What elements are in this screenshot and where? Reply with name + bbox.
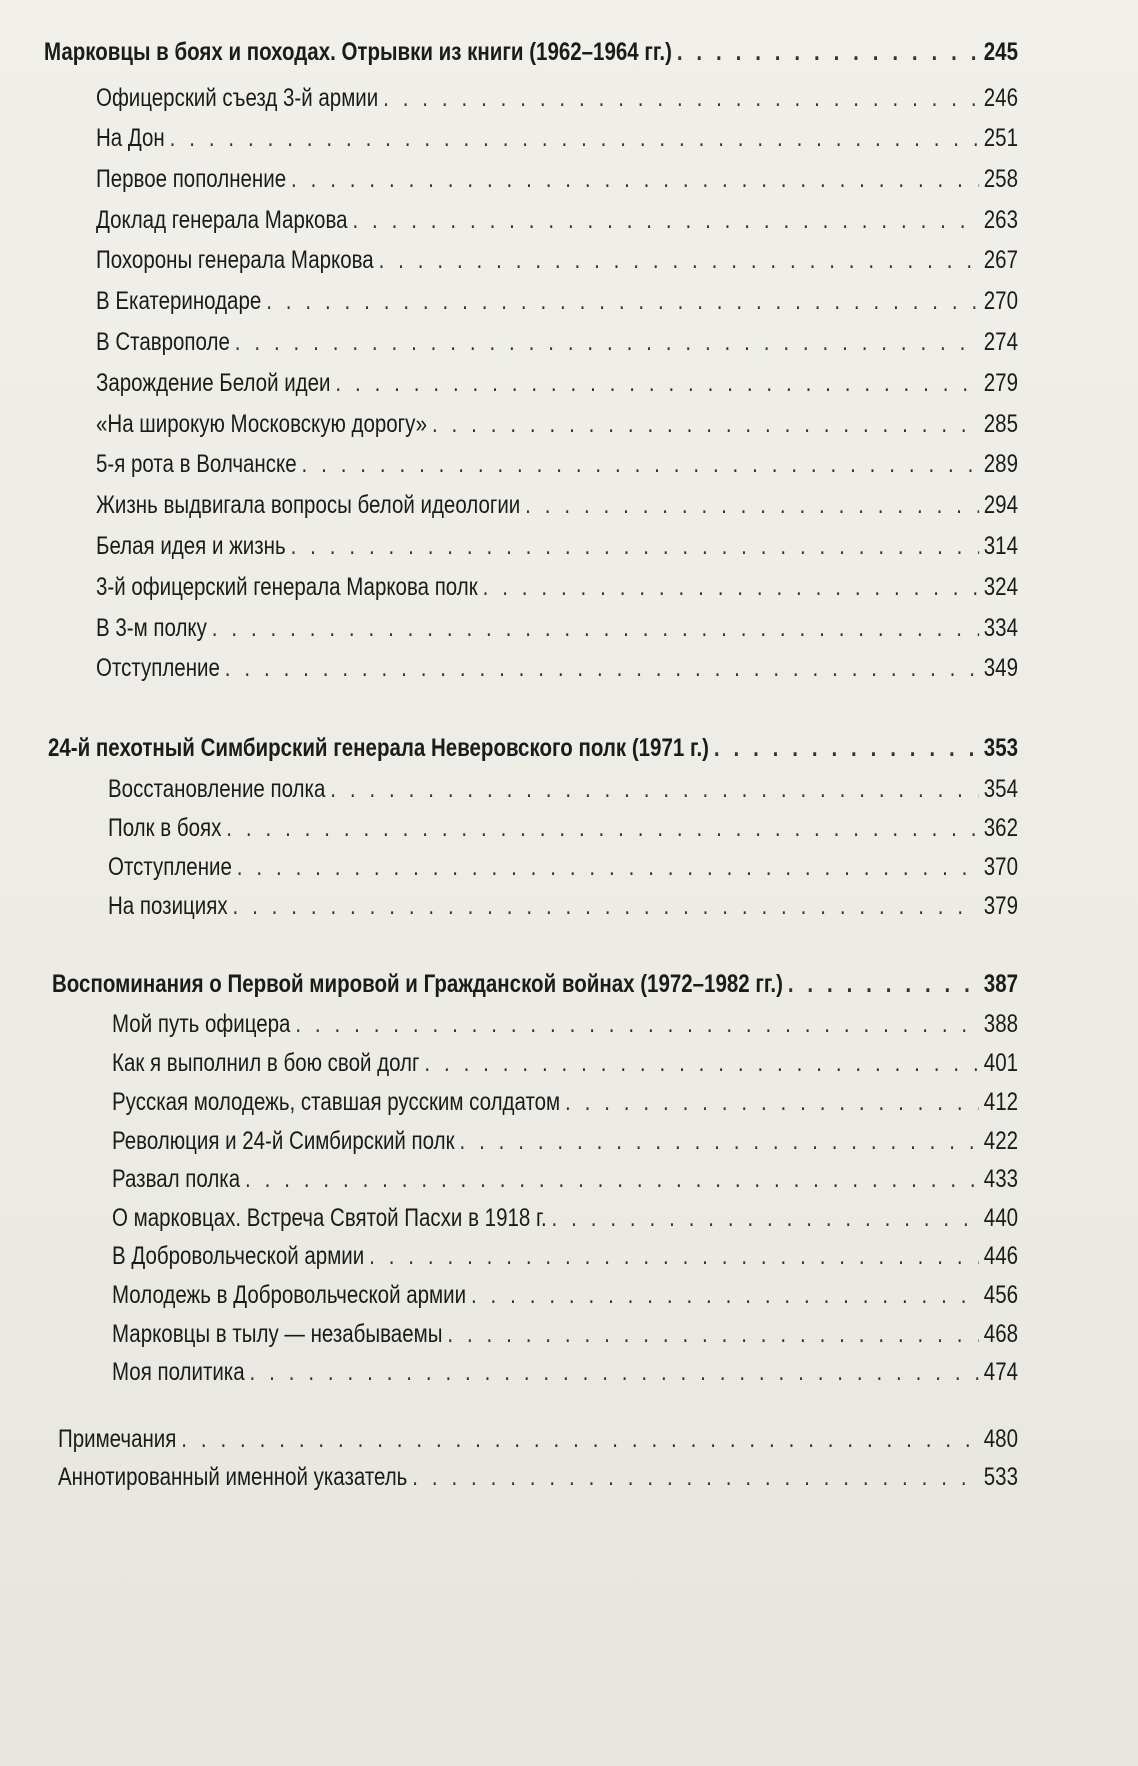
toc-entry: [96, 204, 1018, 236]
toc-entry: [112, 1047, 1018, 1079]
toc-entry-page-number: 412: [983, 1088, 1018, 1116]
toc-entry-title: Молодежь в Добровольческой армии: [112, 1281, 467, 1309]
toc-entry-page-number: 353: [983, 734, 1018, 762]
toc-entry-page-number: 468: [983, 1320, 1018, 1348]
dot-leader: [225, 652, 979, 684]
dot-leader: [552, 1202, 979, 1234]
dot-leader: [352, 204, 978, 236]
toc-entry-title: Революция и 24-й Симбирский полк: [112, 1127, 455, 1155]
dot-leader: [181, 1423, 979, 1455]
toc-entry: [112, 1125, 1018, 1157]
toc-section-entry: [44, 36, 1018, 68]
toc-entry-page-number: 245: [983, 38, 1018, 66]
toc-entry-page-number: 349: [983, 654, 1018, 682]
toc-entry-title: Отступление: [96, 654, 220, 682]
toc-entry-title: Моя политика: [112, 1358, 245, 1386]
dot-leader: [379, 244, 979, 276]
dot-leader: [565, 1086, 979, 1118]
toc-entry: [112, 1356, 1018, 1388]
dot-leader: [677, 36, 979, 68]
toc-entry-page-number: 324: [983, 573, 1018, 601]
dot-leader: [369, 1240, 979, 1272]
dot-leader: [471, 1279, 979, 1311]
toc-entry-page-number: 362: [983, 814, 1018, 842]
toc-entry-page-number: 279: [983, 369, 1018, 397]
toc-entry-title: «На широкую Московскую дорогу»: [96, 410, 428, 438]
dot-leader: [295, 1008, 979, 1040]
toc-entry: [96, 408, 1018, 440]
toc-entry-page-number: 433: [983, 1165, 1018, 1193]
dot-leader: [226, 812, 979, 844]
toc-entry-title: 24-й пехотный Симбирский генерала Неверовского полк (1971 г.): [48, 734, 709, 762]
toc-entry: [112, 1279, 1018, 1311]
dot-leader: [170, 122, 979, 154]
toc-entry-title: Марковцы в боях и походах. Отрывки из книги (1962–1964 гг.): [44, 38, 672, 66]
toc-entry-title: Восстановление полка: [108, 775, 326, 803]
toc-entry: [96, 367, 1018, 399]
toc-entry-title: 3-й офицерский генерала Маркова полк: [96, 573, 478, 601]
toc-entry: [96, 244, 1018, 276]
toc-entry-page-number: 334: [983, 614, 1018, 642]
toc-entry: [108, 851, 1018, 883]
toc-entry-title: Аннотированный именной указатель: [58, 1463, 408, 1491]
toc-entry-title: Как я выполнил в бою свой долг: [112, 1049, 420, 1077]
toc-entry-title: 5-я рота в Волчанске: [96, 450, 297, 478]
toc-entry-page-number: 440: [983, 1204, 1018, 1232]
dot-leader: [335, 367, 978, 399]
toc-entry-title: Офицерский съезд 3-й армии: [96, 84, 379, 112]
toc-entry: [58, 1423, 1018, 1455]
toc-entry-page-number: 251: [983, 124, 1018, 152]
toc-entry-title: Полк в боях: [108, 814, 222, 842]
toc-entry-page-number: 456: [983, 1281, 1018, 1309]
dot-leader: [525, 489, 979, 521]
dot-leader: [212, 612, 979, 644]
toc-entry: [112, 1202, 1018, 1234]
toc-entry-title: В 3-м полку: [96, 614, 207, 642]
toc-entry: [112, 1240, 1018, 1272]
toc-entry-page-number: 474: [983, 1358, 1018, 1386]
toc-entry: [96, 326, 1018, 358]
toc-entry-title: В Ставрополе: [96, 328, 230, 356]
toc-entry-page-number: 422: [983, 1127, 1018, 1155]
toc-entry-page-number: 354: [983, 775, 1018, 803]
toc-entry: [96, 530, 1018, 562]
toc-entry-title: Развал полка: [112, 1165, 241, 1193]
dot-leader: [714, 732, 979, 764]
toc-entry-page-number: 387: [983, 970, 1018, 998]
dot-leader: [291, 163, 979, 195]
dot-leader: [302, 448, 979, 480]
toc-entry-title: Примечания: [58, 1425, 177, 1453]
toc-entry-title: В Добровольческой армии: [112, 1242, 365, 1270]
toc-entry-page-number: 274: [983, 328, 1018, 356]
dot-leader: [235, 326, 979, 358]
toc-entry-title: Воспоминания о Первой мировой и Гражданской войнах (1972–1982 гг.): [52, 970, 783, 998]
dot-leader: [250, 1356, 979, 1388]
toc-entry: [96, 448, 1018, 480]
toc-section-entry: [48, 732, 1018, 764]
toc-entry-title: Зарождение Белой идеи: [96, 369, 331, 397]
toc-entry-page-number: 480: [983, 1425, 1018, 1453]
toc-entry-title: Отступление: [108, 853, 232, 881]
dot-leader: [459, 1125, 978, 1157]
toc-entry-page-number: 401: [983, 1049, 1018, 1077]
toc-entry: [96, 489, 1018, 521]
toc-entry-title: На позициях: [108, 892, 228, 920]
toc-entry-page-number: 314: [983, 532, 1018, 560]
dot-leader: [432, 408, 979, 440]
toc-entry: [96, 163, 1018, 195]
toc-entry-page-number: 270: [983, 287, 1018, 315]
toc-entry: [112, 1086, 1018, 1118]
toc-entry: [96, 612, 1018, 644]
toc-entry-title: Доклад генерала Маркова: [96, 206, 348, 234]
dot-leader: [245, 1163, 979, 1195]
toc-entry-title: Жизнь выдвигала вопросы белой идеологии: [96, 491, 521, 519]
toc-entry-title: Первое пополнение: [96, 165, 287, 193]
dot-leader: [412, 1461, 979, 1493]
toc-entry: [96, 652, 1018, 684]
toc-entry: [112, 1318, 1018, 1350]
toc-entry-title: На Дон: [96, 124, 165, 152]
toc-entry: [108, 812, 1018, 844]
dot-leader: [424, 1047, 978, 1079]
dot-leader: [383, 82, 979, 114]
toc-entry-title: В Екатеринодаре: [96, 287, 262, 315]
dot-leader: [237, 851, 979, 883]
toc-entry: [96, 82, 1018, 114]
dot-leader: [330, 773, 979, 805]
toc-entry-page-number: 379: [983, 892, 1018, 920]
toc-entry: [108, 773, 1018, 805]
dot-leader: [291, 530, 979, 562]
toc-entry-page-number: 533: [983, 1463, 1018, 1491]
toc-entry-page-number: 370: [983, 853, 1018, 881]
toc-entry: [96, 285, 1018, 317]
toc-entry-page-number: 388: [983, 1010, 1018, 1038]
toc-entry: [112, 1008, 1018, 1040]
dot-leader: [447, 1318, 979, 1350]
toc-entry: [96, 571, 1018, 603]
toc-entry-title: Мой путь офицера: [112, 1010, 291, 1038]
dot-leader: [788, 968, 979, 1000]
dot-leader: [483, 571, 979, 603]
toc-entry-page-number: 263: [983, 206, 1018, 234]
toc-entry-title: Белая идея и жизнь: [96, 532, 286, 560]
toc-entry-title: О марковцах. Встреча Святой Пасхи в 1918 г.: [112, 1204, 547, 1232]
toc-entry-title: Марковцы в тылу — незабываемы: [112, 1320, 443, 1348]
toc-entry-title: Русская молодежь, ставшая русским солдатом: [112, 1088, 561, 1116]
toc-entry-page-number: 285: [983, 410, 1018, 438]
toc-entry-page-number: 246: [983, 84, 1018, 112]
toc-entry-title: Похороны генерала Маркова: [96, 246, 374, 274]
toc-entry: [112, 1163, 1018, 1195]
dot-leader: [266, 285, 979, 317]
dot-leader: [232, 890, 978, 922]
toc-entry: [58, 1461, 1018, 1493]
toc-entry: [96, 122, 1018, 154]
toc-entry: [108, 890, 1018, 922]
toc-entry-page-number: 267: [983, 246, 1018, 274]
toc-entry-page-number: 258: [983, 165, 1018, 193]
toc-entry-page-number: 289: [983, 450, 1018, 478]
toc-entry-page-number: 446: [983, 1242, 1018, 1270]
toc-entry-page-number: 294: [983, 491, 1018, 519]
toc-section-entry: [52, 968, 1018, 1000]
